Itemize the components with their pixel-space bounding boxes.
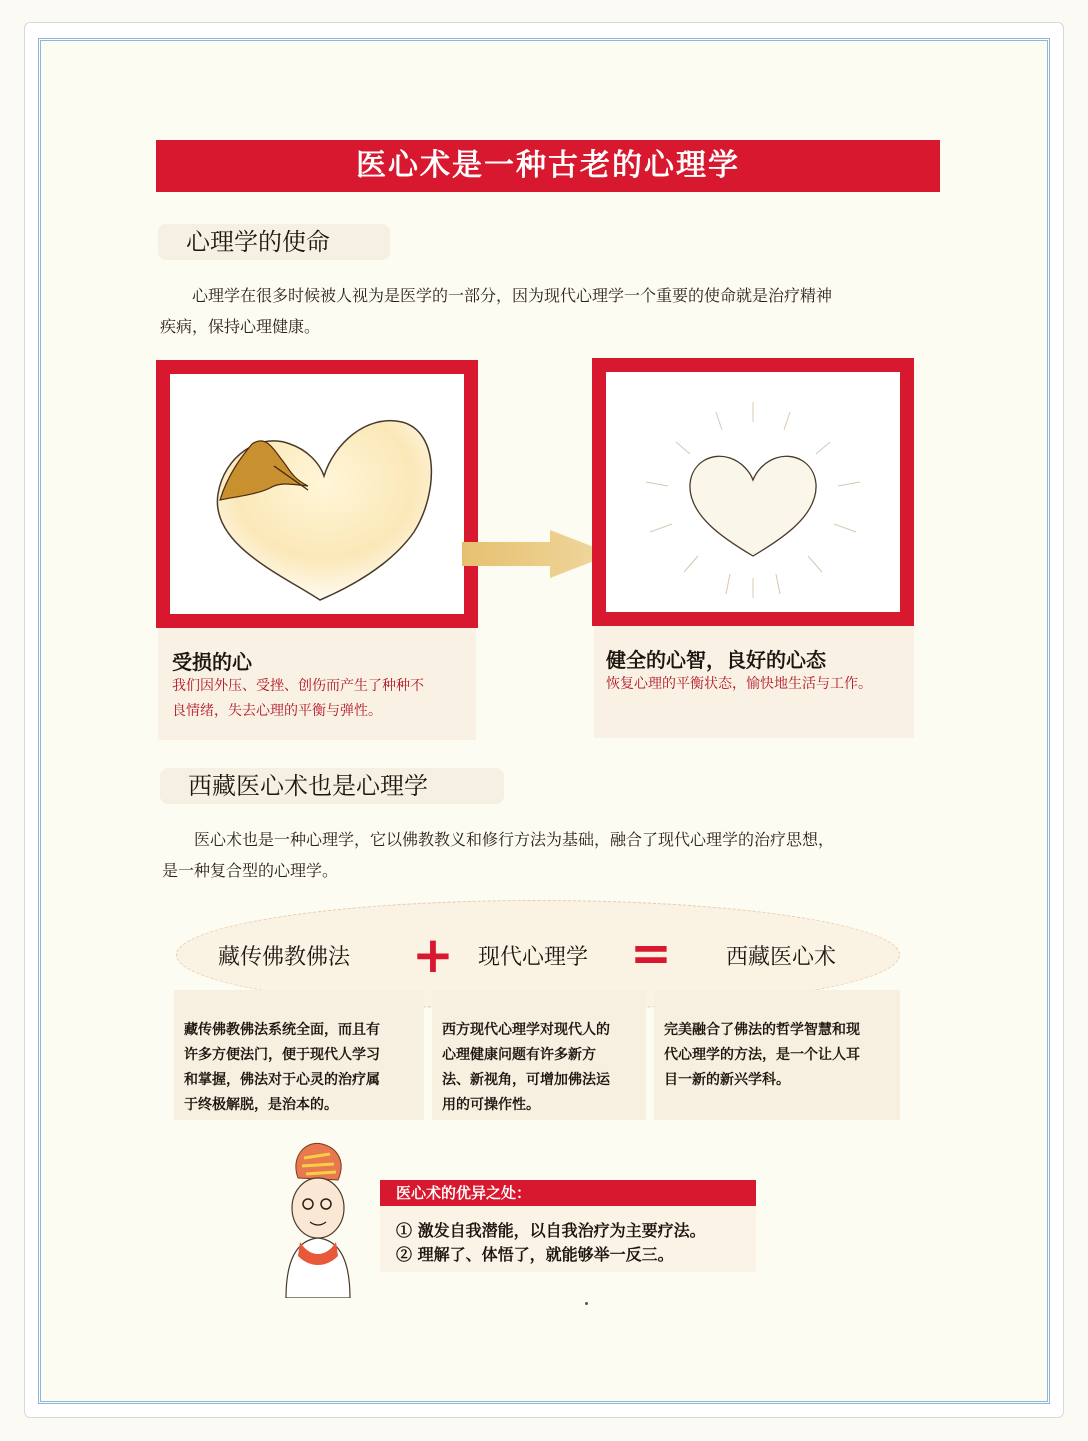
- section-paragraph-tibetan: [162, 824, 922, 886]
- advantage-item: ② 理解了、体悟了，就能够举一反三。: [396, 1245, 674, 1264]
- caption-line: 我们因外压、受挫、创伤而产生了种种不: [172, 678, 424, 694]
- advantages-heading: 医心术的优异之处：: [380, 1180, 756, 1206]
- explanation-line: 完美融合了佛法的哲学智慧和现: [664, 1022, 860, 1038]
- explanation-box-result: [654, 990, 900, 1120]
- panel-damaged-heart: [156, 360, 478, 628]
- explanation-line: 代心理学的方法，是一个让人耳: [664, 1047, 860, 1063]
- equation-term-buddhism: 藏传佛教佛法: [218, 945, 351, 970]
- explanation-line: 心理健康问题有许多新方: [442, 1047, 596, 1063]
- damaged-heart-illustration: [170, 374, 464, 614]
- caption-line: 良情绪，失去心理的平衡与弹性。: [172, 703, 382, 719]
- advantage-item: ① 激发自我潜能，以自我治疗为主要疗法。: [396, 1221, 706, 1240]
- caption-box-left: [158, 628, 476, 740]
- panel-healthy-heart: [592, 358, 914, 626]
- explanation-line: 于终极解脱，是治本的。: [184, 1097, 338, 1113]
- monk-cartoon-icon: [276, 1138, 358, 1298]
- paragraph-line: 心理学在很多时候被人视为是医学的一部分，因为现代心理学一个重要的使命就是治疗精神: [192, 286, 833, 305]
- section-paragraph-mission: [160, 280, 920, 342]
- explanation-box-buddhism: [174, 990, 424, 1120]
- explanation-line: 西方现代心理学对现代人的: [442, 1022, 610, 1038]
- paragraph-line: 是一种复合型的心理学。: [162, 861, 339, 880]
- advantages-box: [380, 1180, 756, 1272]
- explanation-line: 藏传佛教佛法系统全面，而且有: [184, 1022, 380, 1038]
- equation-term-psychology: 现代心理学: [478, 945, 589, 970]
- caption-text: [172, 674, 424, 724]
- paragraph-line: 医心术也是一种心理学，它以佛教教义和修行方法为基础，融合了现代心理学的治疗思想，: [194, 830, 835, 849]
- caption-title: 健全的心智，良好的心态: [606, 648, 826, 672]
- caption-box-right: [594, 626, 914, 738]
- explanation-line: 法、新视角，可增加佛法运: [442, 1072, 610, 1088]
- explanation-box-psychology: [432, 990, 646, 1120]
- caption-title: 受损的心: [172, 650, 252, 674]
- page-dot: [585, 1302, 588, 1305]
- plus-sign-icon: +: [412, 926, 454, 984]
- section-heading-tibetan: 西藏医心术也是心理学: [160, 768, 504, 804]
- explanation-line: 和掌握，佛法对于心灵的治疗属: [184, 1072, 380, 1088]
- section-heading-mission: 心理学的使命: [158, 224, 390, 260]
- radiant-heart-illustration: [606, 372, 900, 612]
- equals-sign-icon: =: [630, 924, 672, 982]
- caption-text: 恢复心理的平衡状态，愉快地生活与工作。: [606, 676, 872, 692]
- page-title: 医心术是一种古老的心理学: [156, 140, 940, 192]
- explanation-line: 许多方便法门，便于现代人学习: [184, 1047, 380, 1063]
- explanation-line: 目一新的新兴学科。: [664, 1072, 790, 1088]
- equation-result: 西藏医心术: [726, 945, 837, 970]
- paragraph-line: 疾病，保持心理健康。: [160, 317, 321, 336]
- explanation-line: 用的可操作性。: [442, 1097, 540, 1113]
